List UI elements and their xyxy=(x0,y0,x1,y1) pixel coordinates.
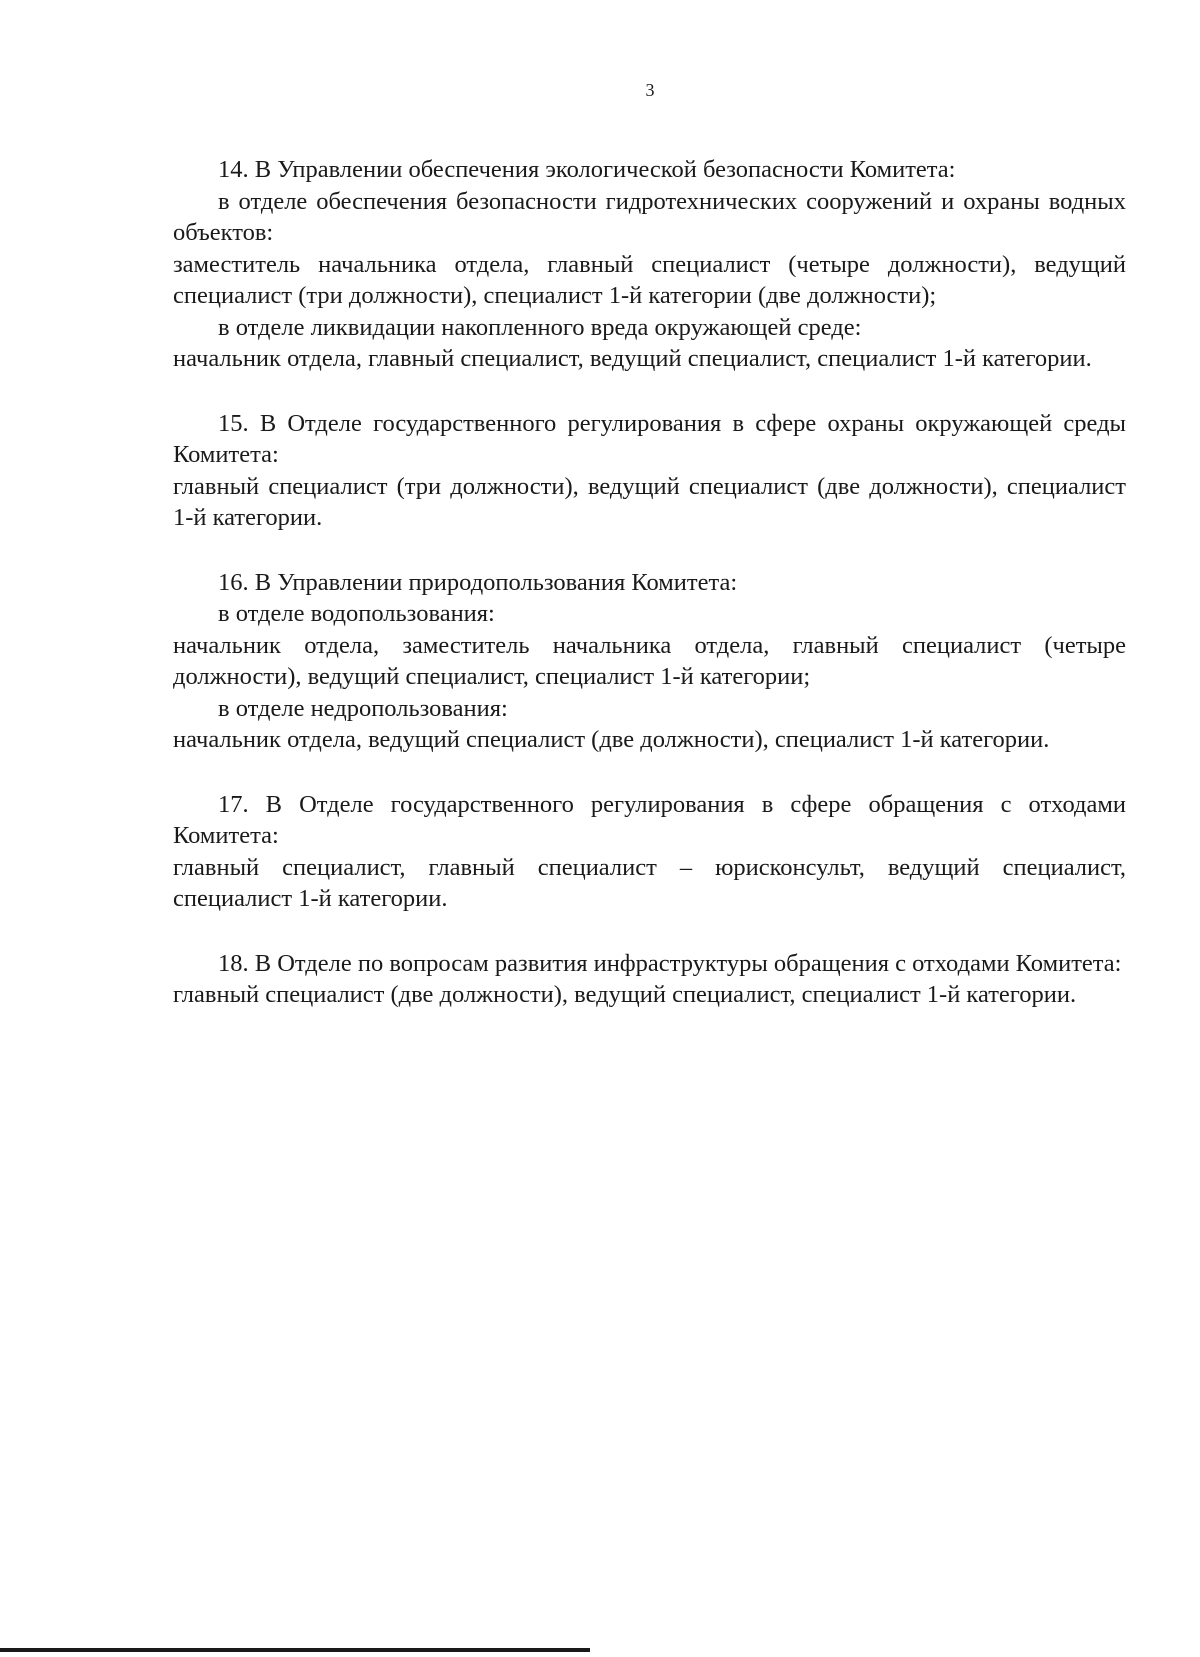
positions-list: главный специалист (три должности), ведущий специалист (две должности), специалист 1-й категории. xyxy=(173,472,1126,531)
positions-list: начальник отдела, ведущий специалист (две должности), специалист 1-й категории. xyxy=(173,726,1050,753)
section-14 xyxy=(173,154,1126,375)
subsection-heading: в отделе водопользования: xyxy=(218,600,495,627)
subsection-heading: в отделе обеспечения безопасности гидротехнических сооружений и охраны водных объектов: xyxy=(173,187,1126,246)
positions-list: главный специалист, главный специалист – юрисконсульт, ведущий специалист, специалист 1-й категории. xyxy=(173,853,1126,912)
bottom-scan-line xyxy=(0,1648,590,1652)
section-17 xyxy=(173,789,1126,915)
subsection-heading: в отделе ликвидации накопленного вреда окружающей среде: xyxy=(218,313,862,341)
section-16 xyxy=(173,567,1126,756)
document-body xyxy=(173,154,1126,1044)
section-heading: 17. В Отделе государственного регулирования в сфере обращения с отходами Комитета: xyxy=(173,790,1126,849)
positions-list: главный специалист (две должности), ведущий специалист, специалист 1-й категории. xyxy=(173,981,1077,1008)
subsection-heading: в отделе недропользования: xyxy=(218,694,508,722)
section-heading: 18. В Отделе по вопросам развития инфраструктуры обращения с отходами Комитета: xyxy=(218,949,1122,977)
section-15 xyxy=(173,408,1126,534)
page-number: 3 xyxy=(645,80,655,100)
positions-list: заместитель начальника отдела, главный специалист (четыре должности), ведущий специалист (три должности), специалист 1-й категории (две должности); xyxy=(173,250,1126,309)
section-heading: 15. В Отделе государственного регулирования в сфере охраны окружающей среды Комитета: xyxy=(173,409,1126,468)
section-18 xyxy=(173,948,1126,1011)
positions-list: начальник отдела, заместитель начальника отдела, главный специалист (четыре должности), ведущий специалист, специалист 1-й категории; xyxy=(173,631,1126,690)
section-heading: 14. В Управлении обеспечения экологической безопасности Комитета: xyxy=(218,156,956,183)
section-heading: 16. В Управлении природопользования Комитета: xyxy=(218,568,738,596)
positions-list: начальник отдела, главный специалист, ведущий специалист, специалист 1-й категории. xyxy=(173,345,1092,372)
